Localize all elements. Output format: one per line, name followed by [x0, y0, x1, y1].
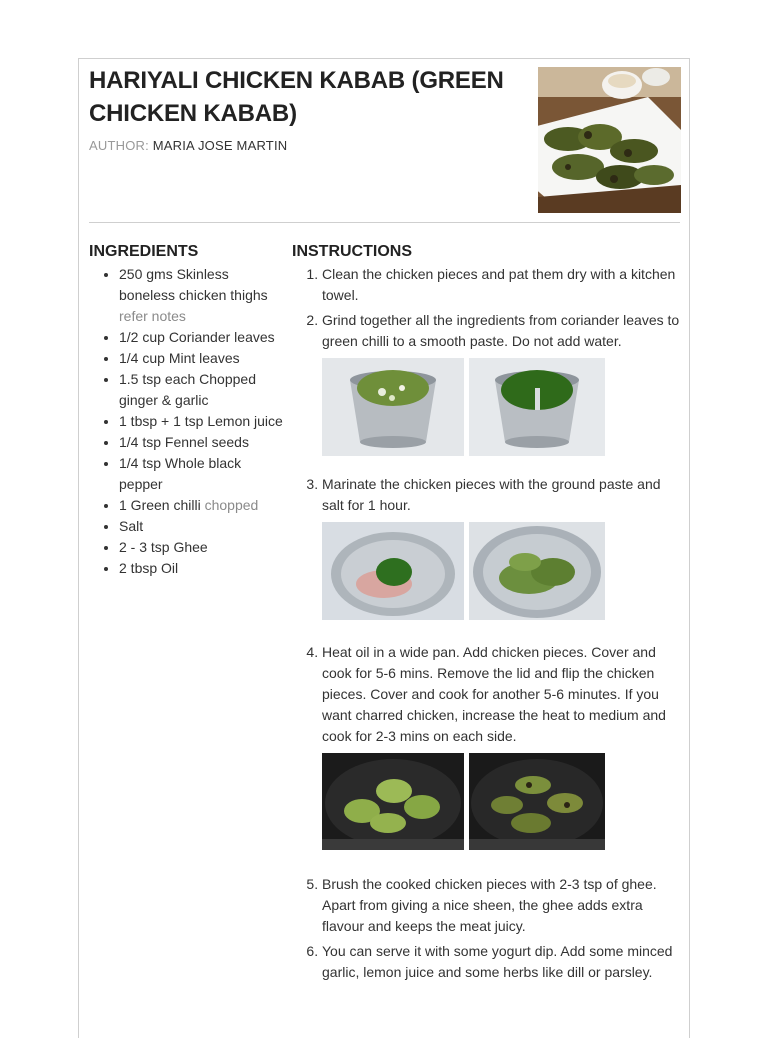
marinated-chicken-photo: [469, 522, 611, 620]
ingredient-item: [119, 558, 284, 579]
instructions-list: [292, 264, 684, 987]
ingredient-text: 1/4 tsp Fennel seeds: [119, 434, 249, 450]
ingredient-item: [119, 411, 284, 432]
ingredient-item: [119, 537, 284, 558]
ingredient-note: chopped: [204, 497, 259, 513]
ingredient-text: Salt: [119, 518, 144, 534]
marinating-bowl-photo: [322, 522, 464, 620]
ingredient-item: [119, 495, 284, 516]
ingredient-item: [119, 453, 284, 495]
pan-chicken-photo: [322, 753, 464, 850]
instruction-step: [322, 474, 684, 638]
instruction-step: [322, 642, 684, 870]
author-label: AUTHOR:: [89, 138, 149, 153]
ingredient-text: 1 tbsp + 1 tsp Lemon juice: [119, 413, 283, 429]
recipe-author: [89, 138, 287, 153]
author-name[interactable]: MARIA JOSE MARTIN: [152, 138, 288, 153]
ingredient-note: refer notes: [119, 308, 186, 324]
ingredients-list: [89, 264, 284, 579]
ingredient-text: 1 Green chilli: [119, 497, 201, 513]
green-paste-jar-photo: [469, 358, 611, 456]
ingredient-item: [119, 369, 284, 411]
charred-chicken-photo: [469, 753, 611, 850]
recipe-title: HARIYALI CHICKEN KABAB (GREEN CHICKEN KABAB): [89, 67, 504, 127]
ingredient-text: 250 gms Skinless boneless chicken thighs: [119, 266, 268, 303]
ingredient-item: [119, 264, 284, 327]
ingredient-item: [119, 348, 284, 369]
instruction-text: Grind together all the ingredients from coriander leaves to green chilli to a smooth paste. Do not add water.: [322, 312, 680, 349]
instruction-text: Heat oil in a wide pan. Add chicken pieces. Cover and cook for 5-6 mins. Remove the lid and flip the chicken pieces. Cover and cook for another 5-6 minutes. If you want charred chicken, increase the heat to medium and cook for 2-3 mins on each side.: [322, 644, 666, 744]
recipe-hero-photo: [538, 67, 681, 213]
ingredient-text: 1/2 cup Coriander leaves: [119, 329, 275, 345]
ingredients-heading: INGREDIENTS: [89, 243, 199, 260]
instruction-text: Brush the cooked chicken pieces with 2-3 tsp of ghee. Apart from giving a nice sheen, the ghee adds extra flavour and keeps the meat juicy.: [322, 876, 657, 934]
ingredient-item: [119, 432, 284, 453]
ingredient-item: [119, 516, 284, 537]
header-divider: [89, 222, 680, 223]
ingredient-text: 2 - 3 tsp Ghee: [119, 539, 208, 555]
ingredient-item: [119, 327, 284, 348]
ingredient-text: 1/4 cup Mint leaves: [119, 350, 240, 366]
instruction-step: [322, 941, 684, 983]
ingredient-text: 1/4 tsp Whole black pepper: [119, 455, 242, 492]
instruction-text: Clean the chicken pieces and pat them dry with a kitchen towel.: [322, 266, 676, 303]
instructions-heading: INSTRUCTIONS: [292, 243, 412, 260]
blender-jar-photo: [322, 358, 464, 456]
step-photo-row: [322, 522, 684, 620]
ingredient-text: 2 tbsp Oil: [119, 560, 179, 576]
ingredient-text: 1.5 tsp each Chopped ginger & garlic: [119, 371, 256, 408]
instruction-step: [322, 310, 684, 470]
instruction-step: [322, 874, 684, 937]
step-photo-row: [322, 358, 684, 456]
instruction-text: Marinate the chicken pieces with the ground paste and salt for 1 hour.: [322, 476, 661, 513]
instruction-text: You can serve it with some yogurt dip. Add some minced garlic, lemon juice and some herbs like dill or parsley.: [322, 943, 673, 980]
step-photo-row: [322, 753, 684, 850]
instruction-step: [322, 264, 684, 306]
